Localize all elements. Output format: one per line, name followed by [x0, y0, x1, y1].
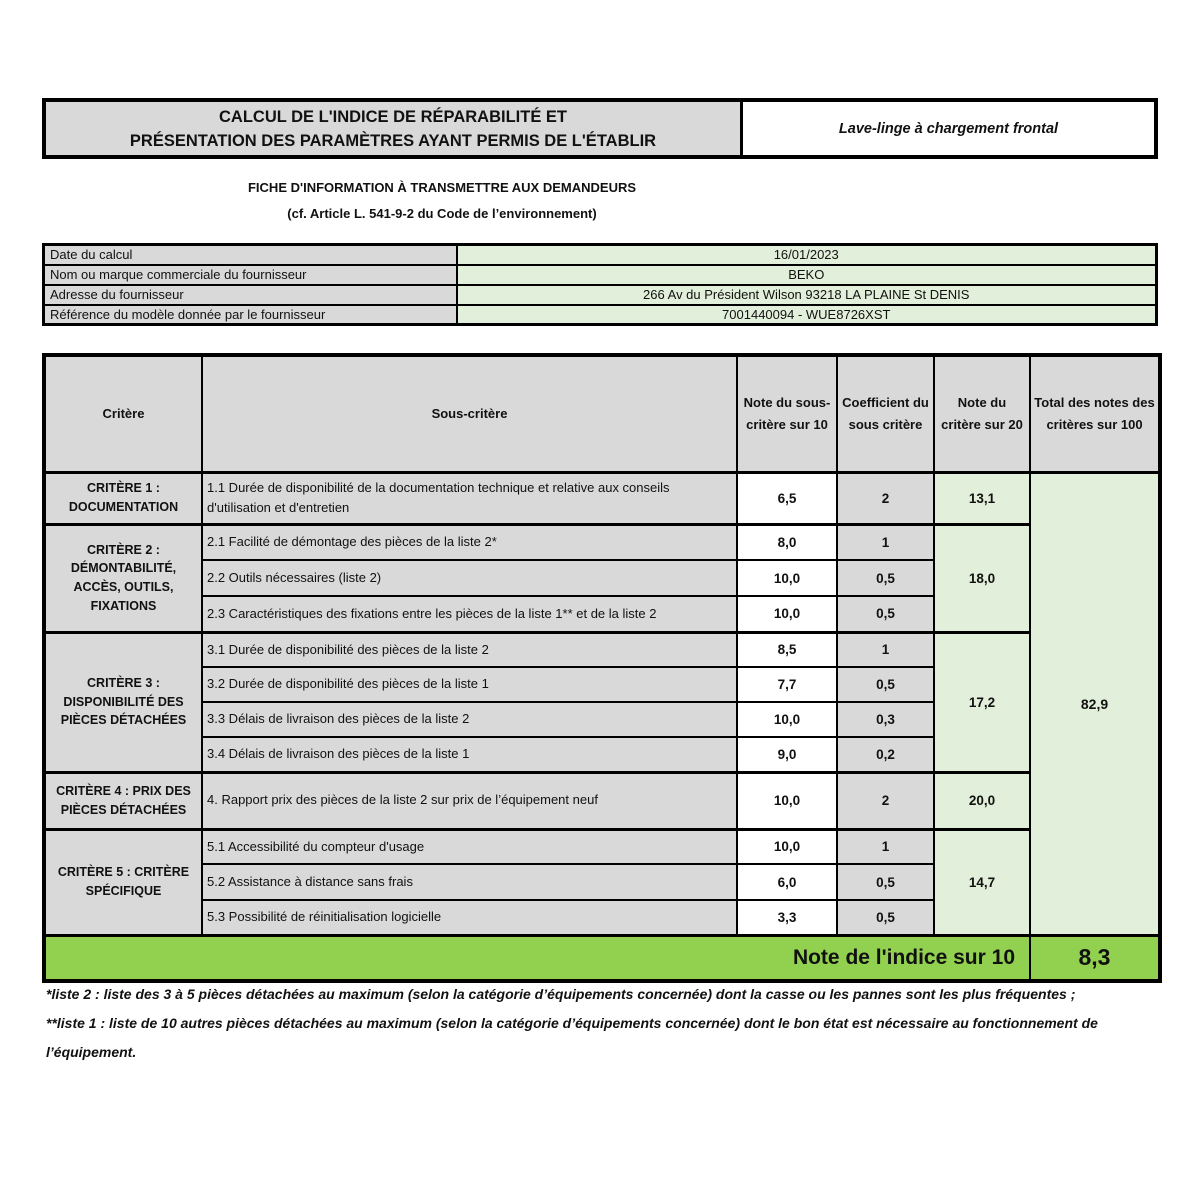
criterion-name-cell: CRITÈRE 2 : DÉMONTABILITÉ, ACCÈS, OUTILS, FIXATIONS: [44, 524, 202, 632]
info-value: BEKO: [457, 265, 1157, 285]
subcriterion-cell: 4. Rapport prix des pièces de la liste 2 sur prix de l’équipement neuf: [202, 772, 737, 829]
info-label: Nom ou marque commerciale du fournisseur: [44, 265, 457, 285]
score10-cell: 6,0: [737, 864, 837, 900]
col-header-total100: Total des notes des critères sur 100: [1030, 355, 1160, 472]
table-row: [44, 524, 1160, 560]
score10-cell: 8,0: [737, 524, 837, 560]
info-label: Date du calcul: [44, 245, 457, 265]
score10-cell: 7,7: [737, 667, 837, 702]
footnote-liste1: **liste 1 : liste de 10 autres pièces détachées au maximum (selon la catégorie d’équipements concernée) dont le bon état est nécessaire au fonctionnement de l’équipement.: [46, 1015, 1098, 1060]
score10-cell: 10,0: [737, 596, 837, 632]
title-banner: [42, 98, 1158, 159]
coefficient-cell: 1: [837, 829, 934, 864]
coefficient-cell: 0,5: [837, 667, 934, 702]
info-value: 16/01/2023: [457, 245, 1157, 265]
info-row-date: [44, 245, 1157, 265]
coefficient-cell: 0,5: [837, 864, 934, 900]
subcriterion-cell: 5.2 Assistance à distance sans frais: [202, 864, 737, 900]
score10-cell: 10,0: [737, 829, 837, 864]
subcriterion-cell: 2.2 Outils nécessaires (liste 2): [202, 560, 737, 596]
col-header-criterion: Critère: [44, 355, 202, 472]
criteria-table: [42, 353, 1162, 983]
info-label: Référence du modèle donnée par le fournisseur: [44, 305, 457, 325]
coefficient-cell: 1: [837, 524, 934, 560]
index-score-row: [44, 935, 1160, 981]
subtitle-line2: (cf. Article L. 541-9-2 du Code de l’environnement): [287, 206, 597, 221]
subcriterion-cell: 3.1 Durée de disponibilité des pièces de la liste 2: [202, 632, 737, 667]
coefficient-cell: 2: [837, 772, 934, 829]
score10-cell: 10,0: [737, 772, 837, 829]
info-row-brand: [44, 265, 1157, 285]
table-row: [44, 472, 1160, 524]
subcriterion-cell: 2.3 Caractéristiques des fixations entre les pièces de la liste 1** et de la liste 2: [202, 596, 737, 632]
subcriterion-cell: 5.3 Possibilité de réinitialisation logicielle: [202, 900, 737, 935]
score20-cell: 18,0: [934, 524, 1030, 632]
col-header-subcriterion: Sous-critère: [202, 355, 737, 472]
subcriterion-cell: 5.1 Accessibilité du compteur d'usage: [202, 829, 737, 864]
score20-cell: 17,2: [934, 632, 1030, 772]
product-category: Lave-linge à chargement frontal: [743, 102, 1154, 155]
coefficient-cell: 2: [837, 472, 934, 524]
footnote-liste2: *liste 2 : liste des 3 à 5 pièces détachées au maximum (selon la catégorie d’équipements concernée) dont la casse ou les pannes sont les plus fréquentes ;: [46, 986, 1076, 1002]
info-label: Adresse du fournisseur: [44, 285, 457, 305]
subcriterion-cell: 3.4 Délais de livraison des pièces de la liste 1: [202, 737, 737, 772]
coefficient-cell: 0,5: [837, 560, 934, 596]
info-value: 266 Av du Président Wilson 93218 LA PLAINE St DENIS: [457, 285, 1157, 305]
criterion-name-cell: CRITÈRE 5 : CRITÈRE SPÉCIFIQUE: [44, 829, 202, 935]
index-score-value: 8,3: [1030, 935, 1160, 981]
score10-cell: 10,0: [737, 560, 837, 596]
coefficient-cell: 0,3: [837, 702, 934, 737]
criterion-name-cell: CRITÈRE 4 : PRIX DES PIÈCES DÉTACHÉES: [44, 772, 202, 829]
col-header-score10: Note du sous-critère sur 10: [737, 355, 837, 472]
document-title-line1: CALCUL DE L'INDICE DE RÉPARABILITÉ ET: [219, 107, 567, 126]
subtitle: [42, 175, 842, 227]
subcriterion-cell: 1.1 Durée de disponibilité de la documentation technique et relative aux conseils d'utilisation et d'entretien: [202, 472, 737, 524]
criterion-name-cell: CRITÈRE 3 : DISPONIBILITÉ DES PIÈCES DÉTACHÉES: [44, 632, 202, 772]
subtitle-line1: FICHE D'INFORMATION À TRANSMETTRE AUX DEMANDEURS: [247, 180, 637, 195]
supplier-info-table: [42, 243, 1158, 326]
total100-cell: 82,9: [1030, 472, 1160, 935]
table-row: [44, 772, 1160, 829]
score10-cell: 9,0: [737, 737, 837, 772]
score10-cell: 8,5: [737, 632, 837, 667]
score10-cell: 6,5: [737, 472, 837, 524]
coefficient-cell: 0,5: [837, 900, 934, 935]
subcriterion-cell: 3.2 Durée de disponibilité des pièces de la liste 1: [202, 667, 737, 702]
subcriterion-cell: 2.1 Facilité de démontage des pièces de la liste 2*: [202, 524, 737, 560]
table-row: [44, 829, 1160, 864]
index-score-label: Note de l'indice sur 10: [44, 935, 1030, 981]
table-row: [44, 632, 1160, 667]
score20-cell: 20,0: [934, 772, 1030, 829]
subcriterion-cell: 3.3 Délais de livraison des pièces de la liste 2: [202, 702, 737, 737]
criteria-header-row: [44, 355, 1160, 472]
score20-cell: 14,7: [934, 829, 1030, 935]
footnotes: [46, 980, 1158, 1067]
document-title-line2: PRÉSENTATION DES PARAMÈTRES AYANT PERMIS DE L'ÉTABLIR: [129, 131, 657, 150]
score10-cell: 3,3: [737, 900, 837, 935]
info-row-address: [44, 285, 1157, 305]
coefficient-cell: 0,2: [837, 737, 934, 772]
score10-cell: 10,0: [737, 702, 837, 737]
score20-cell: 13,1: [934, 472, 1030, 524]
col-header-score20: Note du critère sur 20: [934, 355, 1030, 472]
criterion-name-cell: CRITÈRE 1 : DOCUMENTATION: [44, 472, 202, 524]
coefficient-cell: 1: [837, 632, 934, 667]
coefficient-cell: 0,5: [837, 596, 934, 632]
document-title: [46, 102, 743, 155]
col-header-coefficient: Coefficient du sous critère: [837, 355, 934, 472]
info-row-model: [44, 305, 1157, 325]
info-value: 7001440094 - WUE8726XST: [457, 305, 1157, 325]
